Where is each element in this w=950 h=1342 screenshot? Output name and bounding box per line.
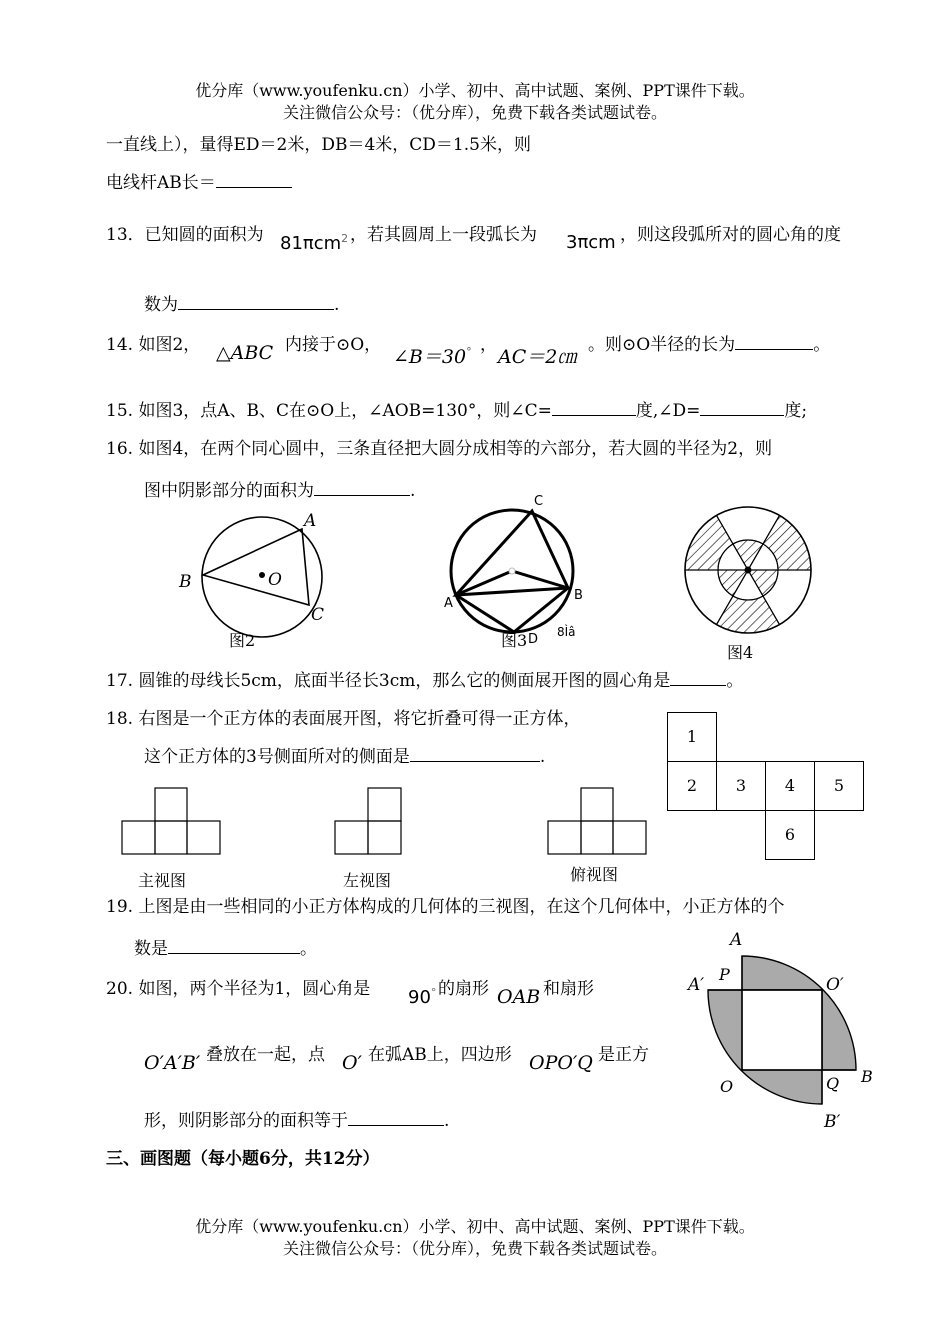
q12-line1: 一直线上），量得ED＝2米，DB＝4米，CD＝1.5米，则 — [106, 135, 531, 155]
q20-text7: 形，则阴影部分的面积等于 — [144, 1111, 348, 1131]
q17-text2: 。 — [726, 671, 744, 691]
q17-line — [106, 666, 743, 691]
q13-arc-expression: 3πcm — [566, 232, 616, 253]
q14-angle-value: ∠B＝30 — [393, 346, 467, 368]
q16-number: 16. — [106, 439, 134, 459]
answer-blank — [735, 335, 813, 350]
q18-line2 — [144, 742, 545, 767]
q14-text2: 内接于⊙O， — [285, 335, 382, 355]
answer-blank — [178, 295, 334, 310]
q15-text3: 度; — [784, 401, 808, 421]
q19-line2 — [134, 934, 317, 959]
q14-angle — [393, 342, 472, 369]
answer-blank — [216, 173, 292, 188]
q13-text3: ，则这段弧所对的圆心角的度 — [620, 225, 841, 245]
q19-text1: 上图是由一些相同的小正方体构成的几何体的三视图，在这个几何体中，小正方体的个 — [138, 897, 785, 917]
q20-opoq: OPO′Q — [529, 1052, 593, 1074]
q13-text5: . — [334, 295, 340, 315]
q14-text3: ， — [480, 335, 497, 355]
fig4-shaded-sector — [717, 596, 780, 633]
net-cell-4: 4 — [765, 761, 815, 811]
q20-text8: . — [444, 1111, 450, 1131]
q20-o-prime: O′ — [342, 1052, 362, 1074]
q19-text2: 数是 — [134, 939, 168, 959]
q18-line1 — [106, 704, 580, 729]
front-view-label: 主视图 — [138, 871, 187, 890]
net-cell-3: 3 — [716, 761, 766, 811]
q15-line — [106, 396, 807, 421]
q20-number: 20. — [106, 979, 134, 999]
fig3-label-a: A — [444, 596, 453, 611]
fig3-caption: 图3 — [501, 631, 528, 650]
fig3-label-c: C — [534, 494, 544, 509]
header-line-1: 优分库（www.youfenku.cn）小学、初中、高中试题、案例、PPT课件下载。 — [195, 81, 755, 100]
q18-text1: 右图是一个正方体的表面展开图，将它折叠可得一正方体， — [138, 709, 581, 729]
q20-square — [742, 990, 822, 1070]
fig3-center — [509, 568, 515, 574]
q20-line1 — [106, 974, 370, 999]
fig3-extra-text: 8Ìâ — [557, 625, 576, 639]
q14-text4-line — [588, 330, 830, 355]
net-cell-6: 6 — [765, 810, 815, 860]
q20-line3 — [144, 1106, 449, 1131]
answer-blank — [314, 481, 410, 496]
q13-area-expression — [280, 232, 348, 254]
q20-oab: OAB — [497, 986, 541, 1008]
q20-degree — [408, 986, 436, 1008]
q14-ac: AC＝2㎝ — [498, 346, 577, 368]
q13-text1: 已知圆的面积为 — [144, 225, 264, 245]
footer-line-2: 关注微信公众号：（优分库），免费下载各类试题试卷。 — [282, 1239, 667, 1258]
answer-blank — [552, 401, 636, 416]
q15-text1: 如图3，点A、B、C在⊙O上，∠AOB=130°，则∠C= — [138, 401, 552, 421]
q13-number: 13． — [106, 225, 145, 245]
q20-label-b: B — [861, 1067, 873, 1086]
net-cell-2: 2 — [667, 761, 717, 811]
fig2-triangle — [203, 529, 309, 605]
q13-line2 — [144, 290, 339, 315]
q20-label-p: P — [719, 965, 730, 984]
left-view-label: 左视图 — [343, 871, 392, 890]
fig4-shaded-sector — [685, 515, 733, 570]
q20-label-a-prime: A′ — [688, 975, 705, 995]
q13-text4: 数为 — [144, 295, 178, 315]
fig2-label-a: A — [304, 511, 317, 531]
figure-2 — [170, 505, 350, 655]
q16-line2 — [144, 476, 415, 501]
q18-text3: . — [539, 747, 546, 767]
q15-number: 15. — [106, 401, 134, 421]
top-view — [546, 787, 648, 855]
fig4-shaded-sector — [763, 515, 811, 570]
top-view-label: 俯视图 — [570, 865, 619, 884]
q16-text1: 如图4，在两个同心圆中，三条直径把大圆分成相等的六部分，若大圆的半径为2，则 — [138, 439, 773, 459]
fig3-label-d: D — [528, 632, 539, 647]
fig2-label-b: B — [179, 572, 192, 592]
q18-number: 18. — [106, 709, 134, 729]
q13-text2: ，若其圆周上一段弧长为 — [350, 225, 537, 245]
q20-text1: 如图，两个半径为1，圆心角是 — [138, 979, 371, 999]
answer-blank — [670, 671, 726, 686]
answer-blank — [168, 939, 300, 954]
fig4-center-dot — [745, 567, 752, 574]
fig2-label-c: C — [311, 605, 325, 625]
q12-text: 电线杆AB长＝ — [106, 173, 216, 193]
q13-area: 81πcm — [280, 233, 342, 254]
q14-number: 14. — [106, 335, 134, 355]
q20-text4: 叠放在一起，点 — [206, 1045, 325, 1065]
q20-text2: 的扇形 — [438, 979, 489, 999]
net-cell-5: 5 — [814, 761, 864, 811]
fig2-caption: 图2 — [229, 631, 256, 650]
q19-number: 19. — [106, 897, 134, 917]
footer-line-1: 优分库（www.youfenku.cn）小学、初中、高中试题、案例、PPT课件下载。 — [195, 1217, 755, 1236]
q20-label-a: A — [730, 930, 743, 950]
header-line-2: 关注微信公众号：（优分库），免费下载各类试题试卷。 — [282, 103, 667, 122]
q14-line1 — [106, 330, 200, 355]
q20-text5: 在弧AB上，四边形 — [368, 1045, 512, 1065]
q20-figure — [680, 925, 880, 1135]
net-cell-1: 1 — [667, 712, 717, 762]
q20-label-b-prime: B′ — [824, 1112, 841, 1132]
q18-text2: 这个正方体的3号侧面所对的侧面是 — [144, 747, 410, 767]
q13-area-sup: 2 — [341, 232, 349, 245]
q13-line1 — [106, 220, 264, 245]
q14-triangle: △ABC — [216, 342, 274, 364]
q19-line1 — [106, 892, 784, 917]
q20-oab-prime: O′A′B′ — [144, 1052, 201, 1074]
q15-text2: 度,∠D= — [635, 401, 701, 421]
q14-text1: 如图2， — [138, 335, 201, 355]
fig4-inner-shaded — [733, 540, 763, 570]
q14-angle-sup: ° — [466, 345, 472, 359]
fig2-label-o: O — [268, 570, 282, 590]
q14-text5: 。 — [813, 335, 831, 355]
q20-text6: 是正方 — [598, 1045, 649, 1065]
q19-text3: 。 — [300, 939, 317, 959]
q20-degree-sup: ° — [430, 986, 437, 999]
q16-text2: 图中阴影部分的面积为 — [144, 481, 314, 501]
q20-degree-value: 90 — [408, 987, 431, 1008]
front-view — [120, 787, 222, 855]
fig2-center-dot — [259, 572, 265, 578]
answer-blank — [348, 1111, 444, 1126]
fig4-inner-shaded — [748, 570, 778, 596]
section-3-heading: 三、画图题（每小题6分，共12分） — [106, 1149, 380, 1169]
q17-number: 17. — [106, 671, 134, 691]
q20-text3: 和扇形 — [543, 979, 594, 999]
figure-4 — [680, 505, 820, 645]
answer-blank — [700, 401, 784, 416]
q20-label-q: Q — [826, 1074, 840, 1093]
q17-text1: 圆锥的母线长5cm，底面半径长3cm，那么它的侧面展开图的圆心角是 — [138, 671, 671, 691]
answer-blank — [410, 747, 540, 762]
fig4-inner-shaded — [718, 570, 748, 596]
left-view — [333, 787, 403, 855]
fig4-caption: 图4 — [727, 643, 754, 662]
fig3-label-b: B — [574, 588, 583, 603]
q20-label-o: O — [720, 1077, 734, 1096]
q14-text4: 。则⊙O半径的长为 — [588, 335, 736, 355]
q16-line1 — [106, 434, 772, 459]
q12-line2 — [106, 168, 292, 193]
q20-label-o-prime: O′ — [826, 975, 844, 995]
q16-text3: . — [410, 481, 416, 501]
